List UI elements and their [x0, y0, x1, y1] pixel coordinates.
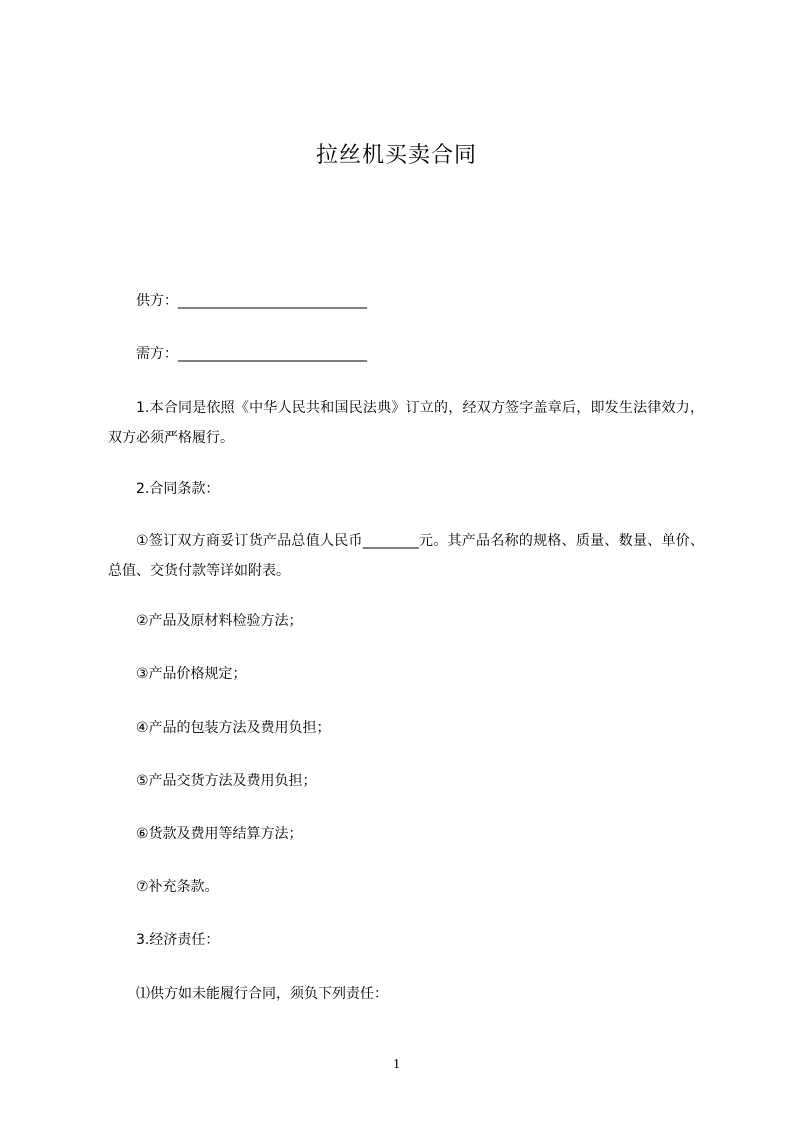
clause-2-item-7: ⑦补充条款。	[136, 879, 219, 895]
clause-2-item-2: ②产品及原材料检验方法；	[136, 613, 303, 629]
clause-3-heading: 3.经济责任：	[136, 932, 220, 948]
document-title: 拉丝机买卖合同	[315, 143, 477, 168]
supplier-line: 供方：___________________________	[136, 293, 367, 309]
clause-2-item-4: ④产品的包装方法及费用负担；	[136, 720, 331, 736]
buyer-line: 需方：___________________________	[136, 346, 367, 362]
page-number: 1	[393, 1057, 400, 1072]
clause-3-sub-1: ⑴供方如未能履行合同，须负下列责任：	[136, 986, 388, 1002]
clause-2-item-5: ⑤产品交货方法及费用负担；	[136, 773, 317, 789]
clause-1: 1.本合同是依照《中华人民共和国民法典》订立的，经双方签字盖章后，即发生法律效力，双方必须严格履行。	[108, 400, 704, 446]
clause-2-item-1: ①签订双方商妥订货产品总值人民币________元。其产品名称的规格、质量、数量、单价、总值、交货付款等详如附表。	[108, 533, 704, 579]
clause-2-item-6: ⑥货款及费用等结算方法；	[136, 826, 303, 842]
clause-2-heading: 2.合同条款：	[136, 481, 220, 497]
clause-2-item-3: ③产品价格规定；	[136, 666, 247, 682]
